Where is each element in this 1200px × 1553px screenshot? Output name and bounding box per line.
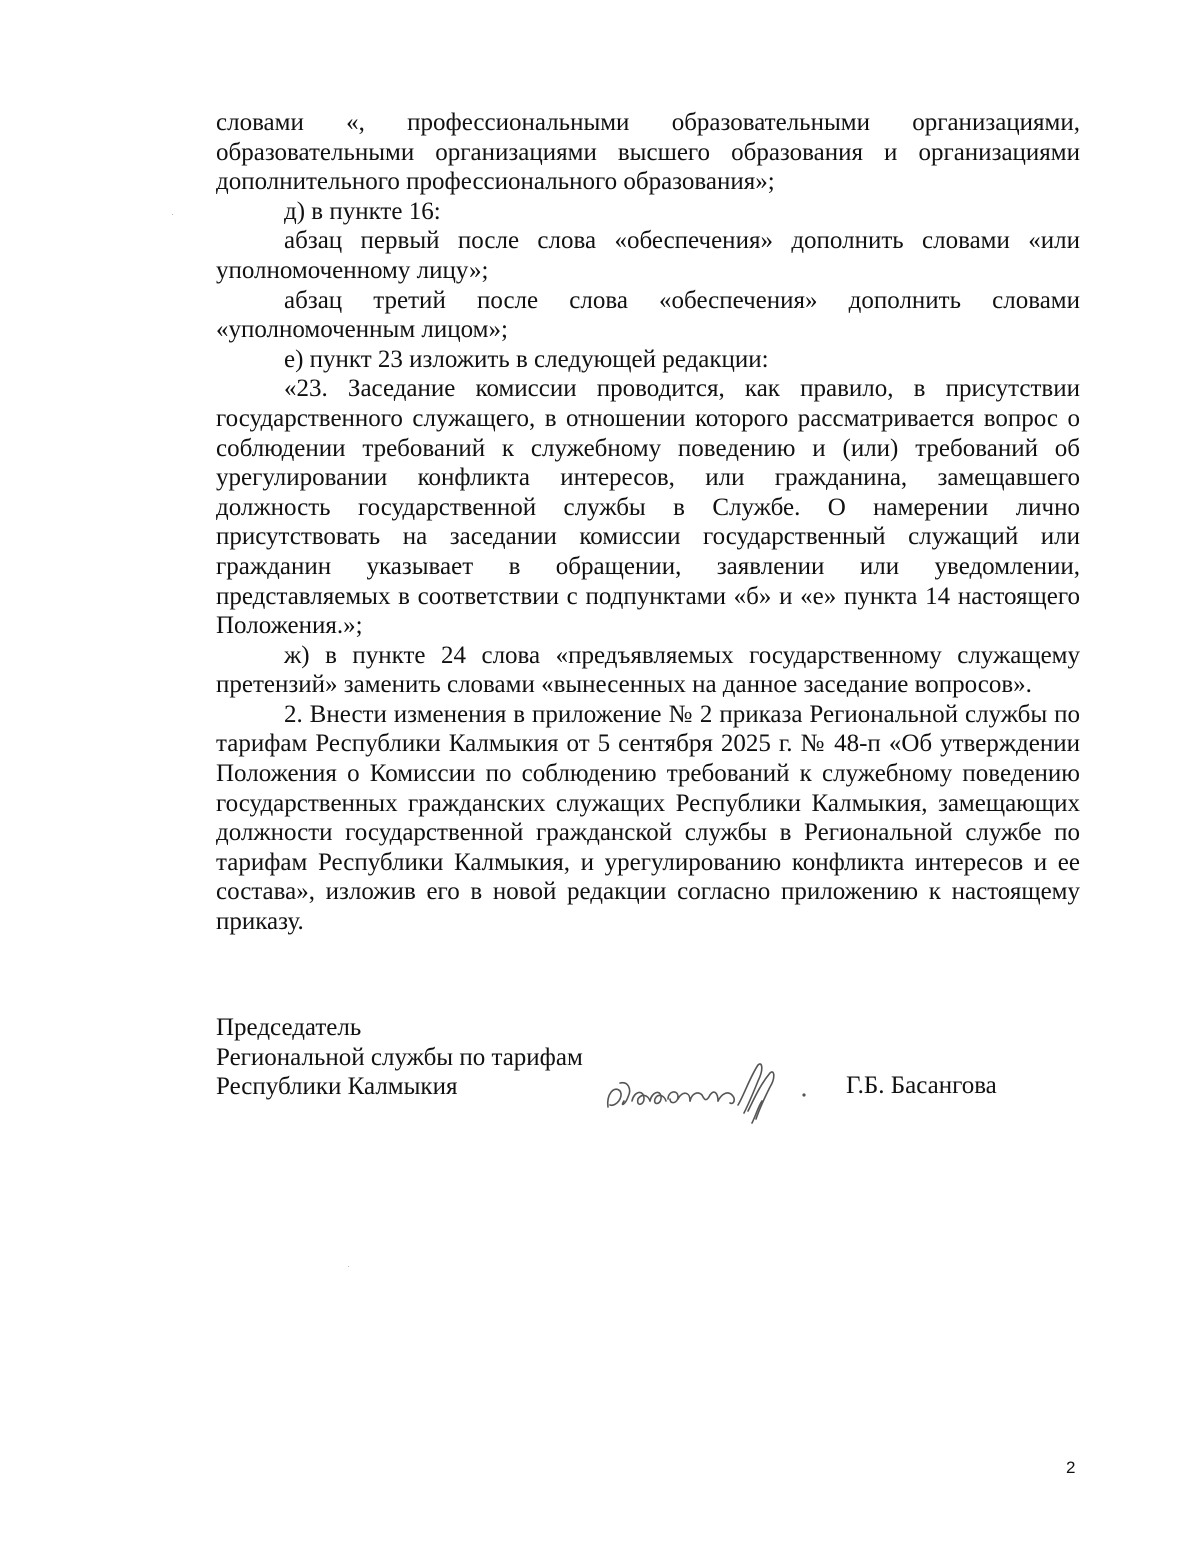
document-body: [216, 108, 1080, 937]
paragraph-point-23: «23. Заседание комиссии проводится, как правило, в присутствии государственного служащего, в отношении которого рассматривается вопрос о соблюдении требований к служебному поведению и (или) требований об урегулировании конфликта интересов, или гражданина, замещавшего должность государственной службы в Службе. О намерении лично присутствовать на заседании комиссии государственный служащий или гражданин указывает в обращении, заявлении или уведомлении, представляемых в соответствии с подпунктами «б» и «е» пункта 14 настоящего Положения.»;: [216, 375, 1080, 640]
paragraph-first-abzac: абзац первый после слова «обеспечения» дополнить словами «или уполномоченному лицу»;: [216, 227, 1080, 284]
paragraph-item-e: е) пункт 23 изложить в следующей редакции:: [284, 345, 769, 373]
page-number: 2: [1066, 1458, 1076, 1477]
signatory-title-line: Республики Калмыкия: [216, 1073, 458, 1101]
paragraph-section-2: 2. Внести изменения в приложение № 2 приказа Региональной службы по тарифам Республики Калмыкия от 5 сентября 2025 г. № 48-п «Об утверждении Положения о Комиссии по соблюдению требований к служебному поведению государственных гражданских служащих Республики Калмыкия, замещающих должности государственной гражданской службы в Региональной службе по тарифам Республики Калмыкия, и урегулированию конфликта интересов и ее состава», изложив его в новой редакции согласно приложению к настоящему приказу.: [216, 700, 1080, 936]
signatory-title: [216, 1013, 583, 1102]
signatory-name: Г.Б. Басангова: [846, 1072, 997, 1099]
scan-speck: [172, 214, 173, 215]
signatory-title-line: Председатель: [216, 1014, 362, 1041]
handwritten-signature: [598, 1055, 838, 1135]
paragraph-item-zh: ж) в пункте 24 слова «предъявляемых государственному служащему претензий» заменить словами «вынесенных на данное заседание вопросов».: [216, 641, 1080, 699]
signatory-title-line: Региональной службы по тарифам: [216, 1043, 583, 1071]
paragraph-third-abzac: абзац третий после слова «обеспечения» дополнить словами «уполномоченным лицом»;: [216, 286, 1080, 344]
paragraph-continuation: словами «, профессиональными образовательными организациями, образовательными организациями высшего образования и организациями дополнительного профессионального образования»;: [216, 109, 1080, 196]
scan-speck: [348, 1266, 349, 1267]
paragraph-item-d: д) в пункте 16:: [284, 197, 441, 225]
